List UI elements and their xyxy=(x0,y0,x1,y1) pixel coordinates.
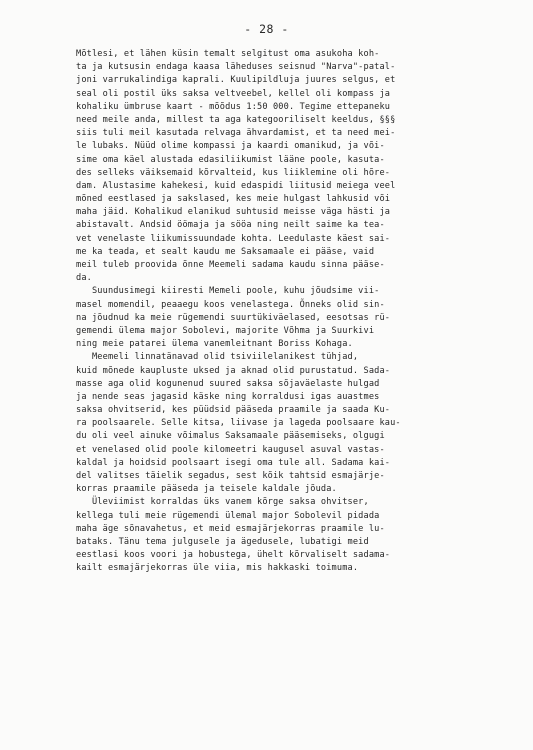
text-line: kohaliku ümbruse kaart - mõõdus 1:50 000. Tegime ettepaneku xyxy=(76,101,391,112)
text-line: saksa ohvitserid, kes püüdsid pääseda praamile ja saada Ku- xyxy=(76,405,391,416)
text-line: maha jäid. Kohalikud elanikud suhtusid meisse väga hästi ja xyxy=(76,207,391,218)
text-line: dam. Alustasime kahekesi, kuid edaspidi liitusid meiega veel xyxy=(76,180,396,191)
text-line: Suundusimegi kiiresti Memeli poole, kuhu jõudsime vii- xyxy=(76,286,380,297)
text-line: da. xyxy=(76,273,92,284)
page-number: - 28 - xyxy=(244,22,289,36)
text-line: et venelased olid poole kilomeetri kaugusel asuval vastas- xyxy=(76,444,385,455)
text-line: kuid mõnede kaupluste uksed ja aknad olid purustatud. Sada- xyxy=(76,365,391,376)
document-body xyxy=(76,48,516,576)
text-line: ja nende seas jagasid käske ning korraldusi igas auastmes xyxy=(76,391,380,402)
text-line: le lubaks. Nüüd olime kompassi ja kaardi omanikud, ja või- xyxy=(76,141,385,152)
text-line: du oli veel ainuke võimalus Saksamaale pääsemiseks, olgugi xyxy=(76,431,385,442)
text-line: seal oli postil üks saksa veltveebel, kellel oli kompass ja xyxy=(76,88,391,99)
text-line: maha äge sõnavahetus, et meid esmajärjekorras praamile lu- xyxy=(76,523,385,534)
text-line: masel momendil, peaaegu koos venelastega. Õnneks olid sin- xyxy=(76,299,385,310)
text-line: korras praamile pääseda ja teisele kaldale jõuda. xyxy=(76,484,337,495)
text-line: gemendi ülema major Sobolevi, majorite Võhma ja Suurkivi xyxy=(76,325,375,336)
text-line: ta ja kutsusin endaga kaasa läheduses seisnud "Narva"-patal- xyxy=(76,62,396,73)
text-line: des selleks väiksemaid kõrvalteid, kus liiklemine oli hõre- xyxy=(76,167,391,178)
text-line: kailt esmajärjekorras üle viia, mis hakkaski toimuma. xyxy=(76,563,359,574)
text-line: ning meie patarei ülema vanemleitnant Boriss Kohaga. xyxy=(76,339,353,350)
text-line: sime oma käel alustada edasiliikumist lääne poole, kasuta- xyxy=(76,154,385,165)
paragraph xyxy=(76,285,516,351)
text-line: me ka teada, et sealt kaudu me Saksamaale ei pääse, vaid xyxy=(76,246,375,257)
text-line: Üleviimist korraldas üks vanem kõrge saksa ohvitser, xyxy=(76,497,369,508)
text-line: meil tuleb proovida õnne Meemeli sadama kaudu sinna pääse- xyxy=(76,260,385,270)
text-line: joni varrukalindiga kaprali. Kuulipildluja juures selgus, et xyxy=(76,75,396,86)
text-line: ra poolsaarele. Selle kitsa, liivase ja lageda poolsaare kau- xyxy=(76,418,401,429)
paragraph xyxy=(76,48,516,285)
text-line: na jõudnud ka meie rügemendi suurtükiväelased, eesotsas rü- xyxy=(76,312,391,323)
text-line: abistavalt. Andsid öömaja ja sööa ning neilt saime ka tea- xyxy=(76,220,385,231)
paragraph xyxy=(76,496,516,575)
text-line: Mõtlesi, et lähen küsin temalt selgitust oma asukoha koh- xyxy=(76,49,380,59)
text-line: siis tuli meil kasutada relvaga ähvardamist, et ta need mei- xyxy=(76,128,396,139)
text-line: mõned eestlased ja sakslased, kes meie hulgast lahkusid või xyxy=(76,194,391,205)
text-line: need meile anda, millest ta aga kategooriliselt keeldus, §§§ xyxy=(76,114,396,125)
text-line: eestlasi koos voori ja hobustega, ühelt kõrvaliselt sadama- xyxy=(76,550,391,561)
text-line: del valitses täielik segadus, sest kõik tahtsid esmajärje- xyxy=(76,471,385,481)
text-line: bataks. Tänu tema julgusele ja ägedusele, lubatigi meid xyxy=(76,536,369,547)
text-line: kaldal ja hoidsid poolsaart isegi oma tule all. Sadama kai- xyxy=(76,457,391,468)
paragraph xyxy=(76,351,516,496)
text-line: vet venelaste liikumissuundade kohta. Leedulaste käest sai- xyxy=(76,233,391,244)
text-line: Meemeli linnatänavad olid tsiviilelanikest tühjad, xyxy=(76,352,359,363)
text-line: kellega tuli meie rügemendi ülemal major Sobolevil pidada xyxy=(76,510,380,521)
text-line: masse aga olid kogunenud suured saksa sõjaväelaste hulgad xyxy=(76,378,380,389)
